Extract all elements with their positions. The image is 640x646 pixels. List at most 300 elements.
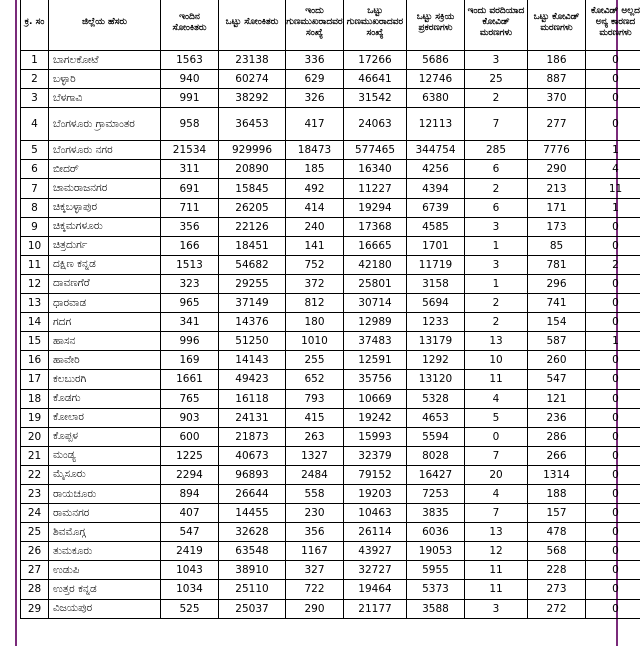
total-cases-cell: 16118: [219, 389, 286, 408]
total-recovered-cell: 32379: [344, 446, 407, 465]
today-deaths-cell: 25: [465, 70, 528, 89]
table-row: [21, 542, 640, 561]
total-deaths-cell: 478: [528, 523, 586, 542]
table-row: [21, 332, 640, 351]
today-recovered-cell: 141: [286, 236, 344, 255]
total-recovered-cell: 16340: [344, 160, 407, 179]
district-name-cell: ಉಡುಪಿ: [49, 561, 161, 580]
non-covid-deaths-cell: 0: [586, 236, 640, 255]
col-header-today-recovered: ಇಂದು ಗುಣಮುಖರಾದವರ ಸಂಖ್ಯೆ: [286, 0, 344, 51]
today-cases-cell: 996: [161, 332, 219, 351]
total-cases-cell: 25110: [219, 580, 286, 599]
serial-cell: 13: [21, 294, 49, 313]
table-row: [21, 504, 640, 523]
today-deaths-cell: 5: [465, 408, 528, 427]
total-recovered-cell: 16665: [344, 236, 407, 255]
district-name-cell: ದಾವಣಗೆರೆ: [49, 274, 161, 293]
non-covid-deaths-cell: 1: [586, 141, 640, 160]
today-deaths-cell: 3: [465, 255, 528, 274]
today-recovered-cell: 18473: [286, 141, 344, 160]
table-row: [21, 523, 640, 542]
today-cases-cell: 21534: [161, 141, 219, 160]
total-cases-cell: 929996: [219, 141, 286, 160]
today-cases-cell: 525: [161, 599, 219, 618]
non-covid-deaths-cell: 0: [586, 70, 640, 89]
non-covid-deaths-cell: 0: [586, 561, 640, 580]
today-cases-cell: 169: [161, 351, 219, 370]
total-deaths-cell: 887: [528, 70, 586, 89]
today-cases-cell: 991: [161, 89, 219, 108]
non-covid-deaths-cell: 11: [586, 179, 640, 198]
today-recovered-cell: 492: [286, 179, 344, 198]
serial-cell: 11: [21, 255, 49, 274]
table-row: [21, 294, 640, 313]
serial-cell: 17: [21, 370, 49, 389]
today-recovered-cell: 2484: [286, 465, 344, 484]
serial-cell: 9: [21, 217, 49, 236]
active-cases-cell: 5694: [407, 294, 465, 313]
non-covid-deaths-cell: 0: [586, 217, 640, 236]
non-covid-deaths-cell: 0: [586, 580, 640, 599]
total-deaths-cell: 121: [528, 389, 586, 408]
active-cases-cell: 4394: [407, 179, 465, 198]
serial-cell: 6: [21, 160, 49, 179]
total-cases-cell: 26205: [219, 198, 286, 217]
col-header-total-cases: ಒಟ್ಟು ಸೋಂಕಿತರು: [219, 0, 286, 51]
active-cases-cell: 4585: [407, 217, 465, 236]
total-deaths-cell: 741: [528, 294, 586, 313]
total-deaths-cell: 587: [528, 332, 586, 351]
active-cases-cell: 11719: [407, 255, 465, 274]
today-deaths-cell: 4: [465, 389, 528, 408]
district-name-cell: ಚಿಕ್ಕಬಳ್ಳಾಪುರ: [49, 198, 161, 217]
today-deaths-cell: 11: [465, 580, 528, 599]
serial-cell: 14: [21, 313, 49, 332]
total-recovered-cell: 43927: [344, 542, 407, 561]
district-name-cell: ಉತ್ತರ ಕನ್ನಡ: [49, 580, 161, 599]
active-cases-cell: 1233: [407, 313, 465, 332]
district-name-cell: ಚಿತ್ರದುರ್ಗ: [49, 236, 161, 255]
total-recovered-cell: 11227: [344, 179, 407, 198]
serial-cell: 28: [21, 580, 49, 599]
total-recovered-cell: 30714: [344, 294, 407, 313]
total-cases-cell: 54682: [219, 255, 286, 274]
today-recovered-cell: 414: [286, 198, 344, 217]
total-cases-cell: 63548: [219, 542, 286, 561]
today-recovered-cell: 793: [286, 389, 344, 408]
total-cases-cell: 14143: [219, 351, 286, 370]
total-deaths-cell: 370: [528, 89, 586, 108]
today-recovered-cell: 1010: [286, 332, 344, 351]
today-recovered-cell: 1327: [286, 446, 344, 465]
district-name-cell: ಬೆಳಗಾವಿ: [49, 89, 161, 108]
today-cases-cell: 1513: [161, 255, 219, 274]
total-recovered-cell: 10669: [344, 389, 407, 408]
today-cases-cell: 940: [161, 70, 219, 89]
table-row: [21, 141, 640, 160]
total-cases-cell: 96893: [219, 465, 286, 484]
district-name-cell: ಬೆಂಗಳೂರು ನಗರ: [49, 141, 161, 160]
non-covid-deaths-cell: 0: [586, 89, 640, 108]
today-cases-cell: 407: [161, 504, 219, 523]
today-cases-cell: 903: [161, 408, 219, 427]
total-deaths-cell: 154: [528, 313, 586, 332]
active-cases-cell: 12746: [407, 70, 465, 89]
total-deaths-cell: 286: [528, 427, 586, 446]
today-cases-cell: 311: [161, 160, 219, 179]
district-name-cell: ಚಾಮರಾಜನಗರ: [49, 179, 161, 198]
today-recovered-cell: 652: [286, 370, 344, 389]
today-cases-cell: 691: [161, 179, 219, 198]
today-recovered-cell: 185: [286, 160, 344, 179]
today-deaths-cell: 3: [465, 217, 528, 236]
non-covid-deaths-cell: 0: [586, 389, 640, 408]
table-row: [21, 465, 640, 484]
today-recovered-cell: 180: [286, 313, 344, 332]
total-deaths-cell: 228: [528, 561, 586, 580]
today-recovered-cell: 812: [286, 294, 344, 313]
active-cases-cell: 5328: [407, 389, 465, 408]
today-recovered-cell: 336: [286, 51, 344, 70]
active-cases-cell: 3158: [407, 274, 465, 293]
total-cases-cell: 38910: [219, 561, 286, 580]
today-deaths-cell: 2: [465, 89, 528, 108]
today-recovered-cell: 263: [286, 427, 344, 446]
today-deaths-cell: 11: [465, 561, 528, 580]
today-recovered-cell: 417: [286, 108, 344, 141]
today-deaths-cell: 12: [465, 542, 528, 561]
today-deaths-cell: 3: [465, 599, 528, 618]
district-name-cell: ರಾಯಚೂರು: [49, 484, 161, 503]
col-header-today-deaths: ಇಂದು ವರದಿಯಾದ ಕೋವಿಡ್ ಮರಣಗಳು: [465, 0, 528, 51]
table-row: [21, 160, 640, 179]
serial-cell: 19: [21, 408, 49, 427]
district-name-cell: ಕೊಡಗು: [49, 389, 161, 408]
today-cases-cell: 711: [161, 198, 219, 217]
today-deaths-cell: 7: [465, 446, 528, 465]
col-header-non-covid-deaths: ಕೋವಿಡ್ ಅಲ್ಲದ ಅನ್ಯ ಕಾರಣದ ಮರಣಗಳು: [586, 0, 640, 51]
active-cases-cell: 344754: [407, 141, 465, 160]
district-name-cell: ಕೋಲಾರ: [49, 408, 161, 427]
active-cases-cell: 5373: [407, 580, 465, 599]
table-row: [21, 255, 640, 274]
total-deaths-cell: 272: [528, 599, 586, 618]
district-name-cell: ಬಳ್ಳಾರಿ: [49, 70, 161, 89]
district-name-cell: ಚಿಕ್ಕಮಗಳೂರು: [49, 217, 161, 236]
serial-cell: 3: [21, 89, 49, 108]
active-cases-cell: 4256: [407, 160, 465, 179]
total-cases-cell: 37149: [219, 294, 286, 313]
today-recovered-cell: 752: [286, 255, 344, 274]
table-row: [21, 179, 640, 198]
col-header-today-cases: ಇಂದಿನ ಸೋಂಕಿತರು: [161, 0, 219, 51]
today-deaths-cell: 6: [465, 160, 528, 179]
col-header-total-recovered: ಒಟ್ಟು ಗುಣಮುಖರಾದವರ ಸಂಖ್ಯೆ: [344, 0, 407, 51]
total-deaths-cell: 236: [528, 408, 586, 427]
total-recovered-cell: 31542: [344, 89, 407, 108]
total-recovered-cell: 17266: [344, 51, 407, 70]
total-recovered-cell: 21177: [344, 599, 407, 618]
today-cases-cell: 765: [161, 389, 219, 408]
today-deaths-cell: 7: [465, 504, 528, 523]
serial-cell: 7: [21, 179, 49, 198]
table-row: [21, 70, 640, 89]
serial-cell: 18: [21, 389, 49, 408]
total-cases-cell: 60274: [219, 70, 286, 89]
serial-cell: 20: [21, 427, 49, 446]
non-covid-deaths-cell: 0: [586, 427, 640, 446]
active-cases-cell: 19053: [407, 542, 465, 561]
district-name-cell: ಬೀದರ್: [49, 160, 161, 179]
total-deaths-cell: 213: [528, 179, 586, 198]
total-recovered-cell: 79152: [344, 465, 407, 484]
today-cases-cell: 2294: [161, 465, 219, 484]
active-cases-cell: 5594: [407, 427, 465, 446]
total-cases-cell: 38292: [219, 89, 286, 108]
serial-cell: 16: [21, 351, 49, 370]
serial-cell: 25: [21, 523, 49, 542]
non-covid-deaths-cell: 0: [586, 294, 640, 313]
covid-district-table: [20, 0, 640, 619]
total-deaths-cell: 781: [528, 255, 586, 274]
today-cases-cell: 958: [161, 108, 219, 141]
today-cases-cell: 323: [161, 274, 219, 293]
table-row: [21, 51, 640, 70]
today-recovered-cell: 255: [286, 351, 344, 370]
serial-cell: 24: [21, 504, 49, 523]
total-cases-cell: 21873: [219, 427, 286, 446]
active-cases-cell: 6739: [407, 198, 465, 217]
district-name-cell: ಹಾವೇರಿ: [49, 351, 161, 370]
total-cases-cell: 36453: [219, 108, 286, 141]
table-row: [21, 274, 640, 293]
today-deaths-cell: 7: [465, 108, 528, 141]
total-cases-cell: 14376: [219, 313, 286, 332]
non-covid-deaths-cell: 0: [586, 313, 640, 332]
non-covid-deaths-cell: 4: [586, 160, 640, 179]
total-deaths-cell: 1314: [528, 465, 586, 484]
total-cases-cell: 22126: [219, 217, 286, 236]
table-row: [21, 313, 640, 332]
col-header-total-deaths: ಒಟ್ಟು ಕೋವಿಡ್ ಮರಣಗಳು: [528, 0, 586, 51]
today-deaths-cell: 1: [465, 274, 528, 293]
total-deaths-cell: 85: [528, 236, 586, 255]
total-cases-cell: 18451: [219, 236, 286, 255]
serial-cell: 4: [21, 108, 49, 141]
non-covid-deaths-cell: 0: [586, 542, 640, 561]
total-recovered-cell: 25801: [344, 274, 407, 293]
total-recovered-cell: 37483: [344, 332, 407, 351]
total-recovered-cell: 15993: [344, 427, 407, 446]
active-cases-cell: 3835: [407, 504, 465, 523]
active-cases-cell: 5686: [407, 51, 465, 70]
today-recovered-cell: 722: [286, 580, 344, 599]
today-deaths-cell: 4: [465, 484, 528, 503]
today-recovered-cell: 326: [286, 89, 344, 108]
non-covid-deaths-cell: 0: [586, 108, 640, 141]
today-cases-cell: 1034: [161, 580, 219, 599]
district-name-cell: ಧಾರವಾಡ: [49, 294, 161, 313]
today-cases-cell: 1043: [161, 561, 219, 580]
total-recovered-cell: 42180: [344, 255, 407, 274]
total-deaths-cell: 186: [528, 51, 586, 70]
table-row: [21, 370, 640, 389]
active-cases-cell: 1292: [407, 351, 465, 370]
table-row: [21, 236, 640, 255]
today-cases-cell: 166: [161, 236, 219, 255]
total-deaths-cell: 568: [528, 542, 586, 561]
active-cases-cell: 12113: [407, 108, 465, 141]
district-name-cell: ದಕ್ಷಿಣ ಕನ್ನಡ: [49, 255, 161, 274]
total-cases-cell: 23138: [219, 51, 286, 70]
total-cases-cell: 25037: [219, 599, 286, 618]
col-header-serial: ಕ್ರ. ಸಂ: [21, 0, 49, 51]
total-deaths-cell: 290: [528, 160, 586, 179]
today-recovered-cell: 356: [286, 523, 344, 542]
today-cases-cell: 547: [161, 523, 219, 542]
today-cases-cell: 1563: [161, 51, 219, 70]
total-deaths-cell: 173: [528, 217, 586, 236]
non-covid-deaths-cell: 1: [586, 332, 640, 351]
total-recovered-cell: 12989: [344, 313, 407, 332]
today-deaths-cell: 13: [465, 523, 528, 542]
today-cases-cell: 356: [161, 217, 219, 236]
serial-cell: 27: [21, 561, 49, 580]
total-recovered-cell: 32727: [344, 561, 407, 580]
serial-cell: 8: [21, 198, 49, 217]
total-deaths-cell: 157: [528, 504, 586, 523]
active-cases-cell: 1701: [407, 236, 465, 255]
total-recovered-cell: 35756: [344, 370, 407, 389]
serial-cell: 21: [21, 446, 49, 465]
total-deaths-cell: 7776: [528, 141, 586, 160]
total-recovered-cell: 19294: [344, 198, 407, 217]
total-recovered-cell: 10463: [344, 504, 407, 523]
total-cases-cell: 49423: [219, 370, 286, 389]
today-deaths-cell: 6: [465, 198, 528, 217]
non-covid-deaths-cell: 0: [586, 523, 640, 542]
serial-cell: 15: [21, 332, 49, 351]
total-cases-cell: 20890: [219, 160, 286, 179]
total-cases-cell: 29255: [219, 274, 286, 293]
table-row: [21, 408, 640, 427]
today-recovered-cell: 1167: [286, 542, 344, 561]
table-row: [21, 561, 640, 580]
today-deaths-cell: 10: [465, 351, 528, 370]
non-covid-deaths-cell: 0: [586, 274, 640, 293]
table-row: [21, 599, 640, 618]
non-covid-deaths-cell: 0: [586, 446, 640, 465]
today-recovered-cell: 629: [286, 70, 344, 89]
active-cases-cell: 3588: [407, 599, 465, 618]
table-header-row: [21, 0, 640, 51]
today-deaths-cell: 3: [465, 51, 528, 70]
total-recovered-cell: 12591: [344, 351, 407, 370]
total-deaths-cell: 188: [528, 484, 586, 503]
total-deaths-cell: 171: [528, 198, 586, 217]
non-covid-deaths-cell: 0: [586, 484, 640, 503]
non-covid-deaths-cell: 0: [586, 465, 640, 484]
serial-cell: 12: [21, 274, 49, 293]
non-covid-deaths-cell: 0: [586, 351, 640, 370]
active-cases-cell: 8028: [407, 446, 465, 465]
non-covid-deaths-cell: 2: [586, 255, 640, 274]
total-cases-cell: 15845: [219, 179, 286, 198]
non-covid-deaths-cell: 0: [586, 599, 640, 618]
table-row: [21, 198, 640, 217]
today-deaths-cell: 2: [465, 313, 528, 332]
serial-cell: 29: [21, 599, 49, 618]
active-cases-cell: 16427: [407, 465, 465, 484]
total-cases-cell: 40673: [219, 446, 286, 465]
active-cases-cell: 13120: [407, 370, 465, 389]
total-cases-cell: 32628: [219, 523, 286, 542]
table-row: [21, 351, 640, 370]
active-cases-cell: 5955: [407, 561, 465, 580]
today-recovered-cell: 558: [286, 484, 344, 503]
active-cases-cell: 13179: [407, 332, 465, 351]
district-name-cell: ಕೊಪ್ಪಳ: [49, 427, 161, 446]
serial-cell: 5: [21, 141, 49, 160]
serial-cell: 1: [21, 51, 49, 70]
total-deaths-cell: 277: [528, 108, 586, 141]
today-recovered-cell: 290: [286, 599, 344, 618]
serial-cell: 23: [21, 484, 49, 503]
active-cases-cell: 6036: [407, 523, 465, 542]
total-recovered-cell: 24063: [344, 108, 407, 141]
today-deaths-cell: 11: [465, 370, 528, 389]
active-cases-cell: 4653: [407, 408, 465, 427]
total-cases-cell: 51250: [219, 332, 286, 351]
district-name-cell: ರಾಮನಗರ: [49, 504, 161, 523]
district-name-cell: ಮೈಸೂರು: [49, 465, 161, 484]
total-deaths-cell: 266: [528, 446, 586, 465]
table-row: [21, 389, 640, 408]
today-cases-cell: 341: [161, 313, 219, 332]
today-deaths-cell: 2: [465, 294, 528, 313]
total-deaths-cell: 296: [528, 274, 586, 293]
today-cases-cell: 894: [161, 484, 219, 503]
today-deaths-cell: 0: [465, 427, 528, 446]
today-deaths-cell: 20: [465, 465, 528, 484]
total-deaths-cell: 547: [528, 370, 586, 389]
district-name-cell: ಶಿವಮೊಗ್ಗ: [49, 523, 161, 542]
today-recovered-cell: 415: [286, 408, 344, 427]
district-name-cell: ಬೆಂಗಳೂರು ಗ್ರಾಮಾಂತರ: [49, 108, 161, 141]
col-header-district: ಜಿಲ್ಲೆಯ ಹೆಸರು: [49, 0, 161, 51]
serial-cell: 2: [21, 70, 49, 89]
total-cases-cell: 24131: [219, 408, 286, 427]
district-name-cell: ಮಂಡ್ಯ: [49, 446, 161, 465]
today-cases-cell: 2419: [161, 542, 219, 561]
total-recovered-cell: 19464: [344, 580, 407, 599]
today-cases-cell: 1661: [161, 370, 219, 389]
non-covid-deaths-cell: 0: [586, 370, 640, 389]
today-cases-cell: 965: [161, 294, 219, 313]
total-recovered-cell: 19203: [344, 484, 407, 503]
total-recovered-cell: 46641: [344, 70, 407, 89]
non-covid-deaths-cell: 0: [586, 408, 640, 427]
today-deaths-cell: 285: [465, 141, 528, 160]
total-recovered-cell: 26114: [344, 523, 407, 542]
active-cases-cell: 7253: [407, 484, 465, 503]
serial-cell: 22: [21, 465, 49, 484]
table-body: [21, 51, 640, 619]
non-covid-deaths-cell: 0: [586, 504, 640, 523]
serial-cell: 10: [21, 236, 49, 255]
total-recovered-cell: 19242: [344, 408, 407, 427]
active-cases-cell: 6380: [407, 89, 465, 108]
